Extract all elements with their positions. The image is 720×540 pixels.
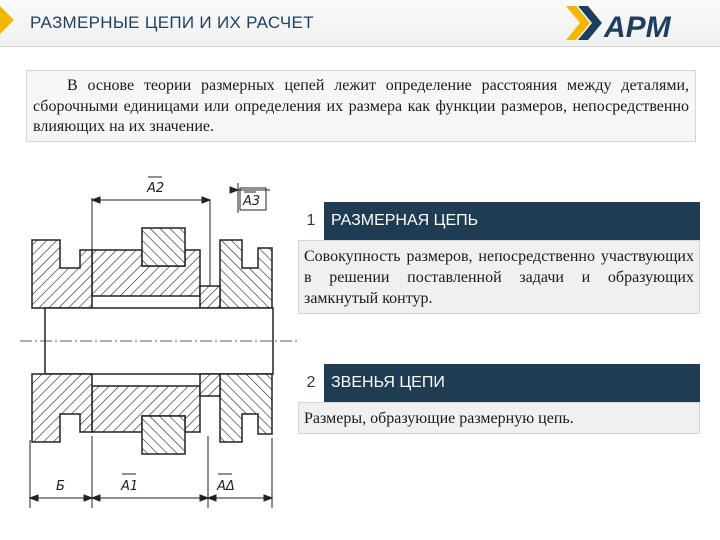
intro-text: В основе теории размерных цепей лежит определение расстояния между деталями, сборочными единицами или определения их размера как функции размеров, непосредственно влияющих на их значение. [26, 70, 696, 142]
card-1-text: Совокупность размеров, непосредственно участвующих в решении поставленной задачи и образующих замкнутый контур. [298, 240, 700, 314]
slide-title: РАЗМЕРНЫЕ ЦЕПИ И ИХ РАСЧЕТ [30, 13, 314, 32]
card-1-header [298, 202, 700, 240]
card-2-text: Размеры, образующие размерную цепь. [298, 402, 700, 434]
card-2-title: ЗВЕНЬЯ ЦЕПИ [331, 374, 445, 391]
card-2-header [298, 364, 700, 402]
title-marker-icon [0, 6, 14, 34]
label-a-delta: AΔ [217, 479, 235, 494]
label-a3: A3 [243, 194, 261, 209]
apm-logo [566, 4, 706, 42]
card-1-title: РАЗМЕРНАЯ ЦЕПЬ [331, 212, 479, 229]
label-a1: A1 [121, 479, 139, 494]
label-b: Б [56, 479, 65, 494]
label-a2: A2 [147, 181, 165, 196]
card-2-number: 2 [298, 364, 324, 402]
assembly-drawing [10, 168, 310, 518]
logo-text: АРМ [604, 11, 671, 42]
header-divider [0, 46, 720, 47]
card-1-number: 1 [298, 202, 324, 240]
